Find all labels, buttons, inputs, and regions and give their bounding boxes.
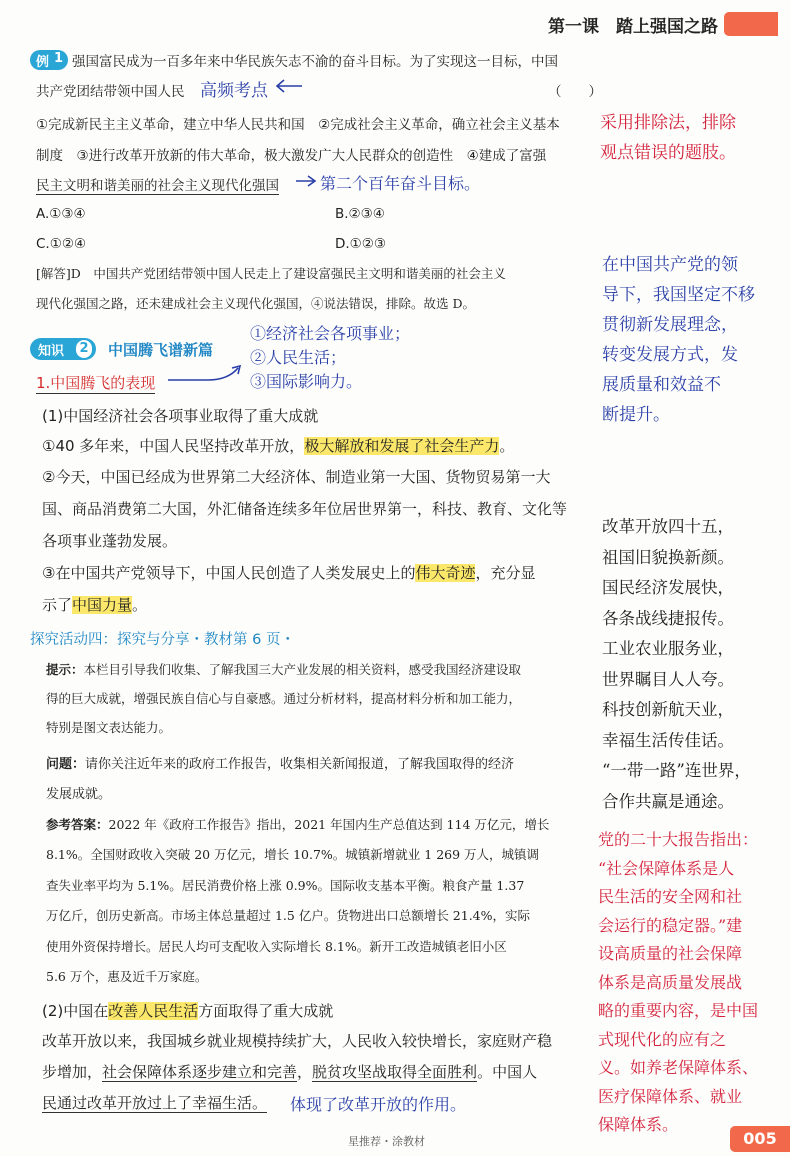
option-c: C.①②④ [36,236,87,252]
item2-line2: 步增加，社会保障体系逐步建立和完善，脱贫攻坚战取得全面胜利。中国人 [42,1063,538,1081]
header-accent-bar [724,12,778,36]
answer-line1: [解答]D 中国共产党团结带领中国人民走上了建设富强民主文明和谐美丽的社会主义 [36,266,506,281]
para-2c: 各项事业蓬勃发展。 [42,532,178,550]
hint-line3: 特别是图文表达能力。 [46,720,172,735]
hand-reform-role: 体现了改革开放的作用。 [290,1095,467,1114]
header-title: 第一课 踏上强国之路 [548,17,718,37]
hand-three: ①经济社会各项事业； ②人民生活； ③国际影响力。 [250,324,411,391]
para-2b: 国、商品消费第二大国，外汇储备连续多年位居世界第一，科技、教育、文化等 [42,500,568,518]
knowledge-title: 中国腾飞谱新篇 [108,341,214,359]
para-3a: ③在中国共产党领导下，中国人民创造了人类发展史上的伟大奇迹，充分显 [42,564,536,582]
para-1: ①40 多年来，中国人民坚持改革开放，极大解放和发展了社会生产力。 [42,437,515,455]
para-3b: 示了中国力量。 [42,596,148,614]
para-2a: ②今天，中国已经成为世界第二大经济体、制造业第一大国、货物贸易第一大 [42,468,551,486]
example-line2: 共产党团结带领中国人民 [36,84,185,100]
activity-title: 探究活动四：探究与分享・教材第 6 页・ [30,632,295,648]
ref-line2: 8.1%。全国财政收入突破 20 万亿元，增长 10.7%。城镇新增就业 1 269 万人，城镇调 [46,847,540,862]
example-badge: 例 1 [30,50,68,70]
hand-poem: 改革开放四十五， 祖国旧貌换新颜。 国民经济发展快， 各条战线捷报传。 工业农业服务业， 世界瞩目人人夸。 科技创新航天业， 幸福生活传佳话。 “一带一路”连世界， 合作共赢是通途。 [602,517,751,811]
question-line1: 问题：请你关注近年来的政府工作报告，收集相关新闻报道，了解我国取得的经济 [46,757,515,772]
hint-line1: 提示：本栏目引导我们收集、了解我国三大产业发展的相关资料，感受我国经济建设取 [46,662,522,677]
answer-label: [解答] [36,266,71,281]
hand-second-goal: 第二个百年奋斗目标。 [320,174,481,193]
ref-line6: 5.6 万个，惠及近千万家庭。 [46,969,208,984]
hint-line2: 得的巨大成就，增强民族自信心与自豪感。通过分析材料，提高材料分析和加工能力， [46,691,522,706]
highlight: 极大解放和发展了社会生产力 [304,437,500,455]
page-number: 005 [730,1126,790,1152]
hand-gaopin: 高频考点 [200,81,268,101]
highlight: 伟大奇迹 [415,564,476,582]
arrow-icon [294,174,318,188]
ref-line5: 使用外资保持增长。居民人均可支配收入实际增长 8.1%。新开工改造城镇老旧小区 [46,939,507,954]
ref-line1: 参考答案：2022 年《政府工作报告》指出，2021 年国内生产总值达到 114 万亿元，增长 [46,817,550,832]
example-paren: （ ） [548,84,602,100]
example-line3: ①完成新民主主义革命，建立中华人民共和国 ②完成社会主义革命，确立社会主义基本 [36,117,560,133]
bracket-arrow-icon [168,348,252,386]
option-b: B.②③④ [335,206,385,222]
option-d: D.①②③ [335,236,386,252]
hand-congress: 党的二十大报告指出： “社会保障体系是人 民生活的安全网和社 会运行的稳定器。”建 设高质量的社会保障 体系是高质量发展战 略的重要内容，是中国 式现代化的应有之 义。如养老保障体系、 医疗保障体系、就业 保障体系。 [598,830,759,1134]
hand-lead: 在中国共产党的领 导下，我国坚定不移 贯彻新发展理念， 转变发展方式，发 展质量和效益不 断提升。 [602,255,755,425]
knowledge-badge: 知识 2 [30,338,96,360]
answer-letter: D [70,266,81,281]
example-line4: 制度 ③进行改革开放新的伟大革命，极大激发广大人民群众的创造性 ④建成了富强 [36,148,547,164]
arrow-icon [274,78,304,94]
highlight: 中国力量 [72,596,133,614]
ref-line4: 万亿斤，创历史新高。市场主体总量超过 1.5 亿户。货物进出口总额增长 21.4%，实际 [46,908,531,923]
hand-exclude: 采用排除法，排除 观点错误的题肢。 [600,113,736,163]
page-header [0,0,790,40]
item2-line3: 民通过改革开放过上了幸福生活。 [42,1094,268,1112]
highlight: 改善人民生活 [108,1002,199,1020]
question-line2: 发展成就。 [46,787,112,802]
answer-line2: 现代化强国之路，还未建成社会主义现代化强国，④说法错误，排除。故选 D。 [36,296,475,311]
item2-heading: (2)中国在改善人民生活方面取得了重大成就 [42,1002,334,1020]
ref-line3: 查失业率平均为 5.1%。居民消费价格上涨 0.9%。国际收支基本平衡。粮食产量 1.37 [46,878,525,893]
example-line1: 强国富民成为一百多年来中华民族矢志不渝的奋斗目标。为了实现这一目标，中国 [72,54,558,70]
item2-line1: 改革开放以来，我国城乡就业规模持续扩大，人民收入较快增长，家庭财产稳 [42,1032,553,1050]
option-a: A.①③④ [36,206,86,222]
example-line5: 民主文明和谐美丽的社会主义现代化强国 [36,174,279,195]
item1-heading: (1)中国经济社会各项事业取得了重大成就 [42,407,319,425]
footer-brand: 星推荐・涂教材 [348,1135,425,1148]
sub-heading-1: 1.中国腾飞的表现 [36,374,156,392]
